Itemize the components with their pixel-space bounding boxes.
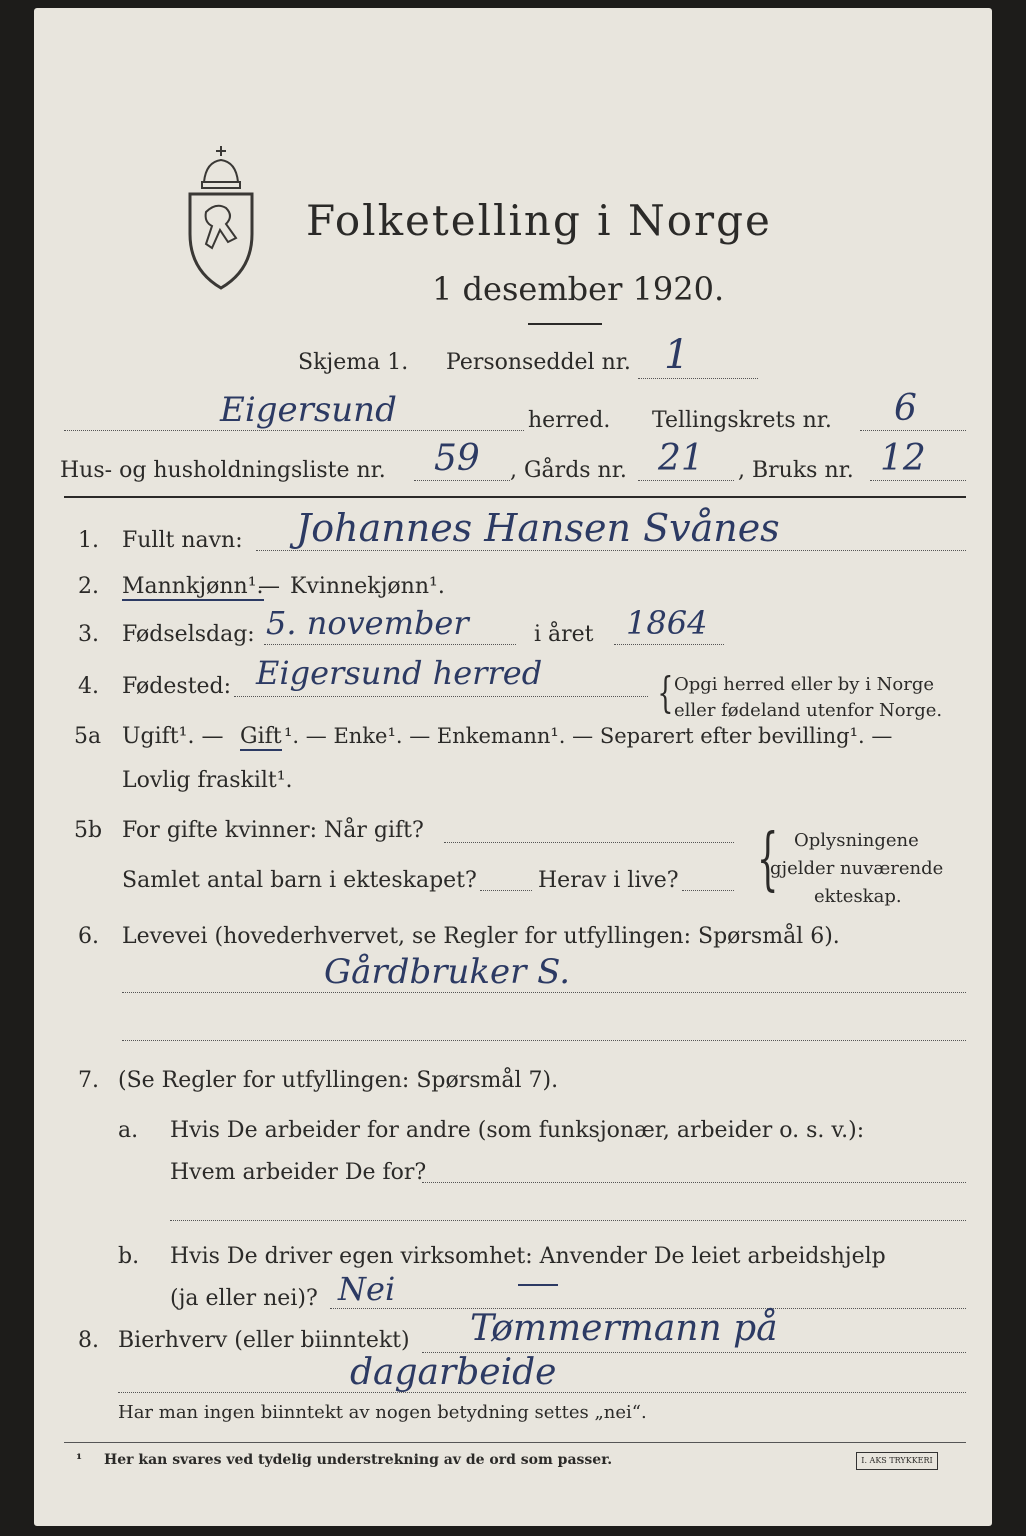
- gards-label: , Gårds nr.: [510, 458, 627, 483]
- footnote-text: Her kan svares ved tydelig understrekning av de ord som passer.: [104, 1452, 613, 1468]
- marital-options-rest[interactable]: ¹. — Enke¹. — Enkemann¹. — Separert efter bevilling¹. —: [284, 724, 893, 748]
- q3-year-field-line: [614, 644, 724, 645]
- q7a-text: Hvis De arbeider for andre (som funksjonær, arbeider o. s. v.):: [170, 1118, 865, 1143]
- occupation-value[interactable]: Gårdbruker S.: [324, 952, 571, 992]
- q5b-children-label: Samlet antal barn i ekteskapet?: [122, 868, 477, 893]
- schema-label: Skjema 1.: [298, 350, 409, 375]
- bruks-label: , Bruks nr.: [738, 458, 854, 483]
- census-form-page: [34, 8, 992, 1526]
- gards-value[interactable]: 21: [658, 438, 704, 479]
- herred-label: herred.: [528, 408, 611, 433]
- footnote-mark: ¹: [76, 1452, 83, 1468]
- tellingskrets-field-line: [860, 430, 966, 431]
- tellingskrets-value[interactable]: 6: [894, 388, 917, 429]
- husholdningsliste-value[interactable]: 59: [434, 438, 480, 479]
- husholdningsliste-field-line: [414, 480, 510, 481]
- q7a-field-line: [422, 1182, 966, 1183]
- q5b-number: 5b: [74, 818, 103, 843]
- bruks-value[interactable]: 12: [880, 438, 926, 479]
- q8-number: 8.: [78, 1328, 99, 1353]
- q8-note: Har man ingen biinntekt av nogen betydning settes „nei“.: [118, 1402, 647, 1423]
- divorced-option[interactable]: Lovlig fraskilt¹.: [122, 768, 293, 793]
- q7a-question: Hvem arbeider De for?: [170, 1160, 427, 1185]
- birthplace-value[interactable]: Eigersund herred: [256, 654, 543, 692]
- q1-number: 1.: [78, 528, 99, 553]
- q5b-note3: ekteskap.: [814, 886, 902, 907]
- personseddel-field-line: [638, 378, 758, 379]
- footnote-divider: [64, 1442, 966, 1443]
- q4-label: Fødested:: [122, 674, 232, 699]
- q2-separator: —: [258, 574, 280, 599]
- q5b-note1: Oplysningene: [794, 830, 919, 851]
- q7a-letter: a.: [118, 1118, 139, 1143]
- q7-number: 7.: [78, 1068, 99, 1093]
- form-date: 1 desember 1920.: [432, 270, 725, 308]
- q6-field-line-2: [122, 1040, 966, 1041]
- husholdningsliste-label: Hus- og husholdningsliste nr.: [60, 458, 386, 483]
- birthday-value[interactable]: 5. november: [266, 604, 469, 642]
- unmarried-option[interactable]: Ugift¹. —: [122, 724, 224, 749]
- male-option[interactable]: Mannkjønn¹.: [122, 574, 264, 599]
- printer-stamp: I. AKS TRYKKERI: [856, 1452, 938, 1470]
- tellingskrets-label: Tellingskrets nr.: [652, 408, 832, 433]
- q7b-text: Hvis De driver egen virksomhet: Anvender De leiet arbeidshjelp: [170, 1244, 886, 1269]
- form-title: Folketelling i Norge: [306, 196, 772, 245]
- q7-label: (Se Regler for utfyllingen: Spørsmål 7).: [118, 1068, 559, 1093]
- q7b-question: (ja eller nei)?: [170, 1286, 318, 1311]
- hired-help-value[interactable]: Nei: [338, 1270, 396, 1308]
- q5b-brace: {: [756, 820, 779, 899]
- q7b-letter: b.: [118, 1244, 140, 1269]
- q5b-alive-line: [682, 890, 734, 891]
- married-option[interactable]: Gift: [240, 724, 282, 749]
- header-divider: [64, 496, 966, 498]
- q4-field-line: [234, 696, 648, 697]
- q3-field-line: [264, 644, 516, 645]
- q6-label: Levevei (hovederhvervet, se Regler for utfyllingen: Spørsmål 6).: [122, 924, 840, 949]
- title-divider: [528, 323, 602, 325]
- hired-help-mark: [518, 1284, 558, 1296]
- q6-number: 6.: [78, 924, 99, 949]
- q1-field-line: [256, 550, 966, 551]
- q3-number: 3.: [78, 622, 99, 647]
- q5b-children-line: [480, 890, 532, 891]
- gards-field-line: [638, 480, 734, 481]
- birth-year-value[interactable]: 1864: [626, 604, 708, 642]
- q5b-note2: gjelder nuværende: [770, 858, 944, 879]
- bruks-field-line: [870, 480, 966, 481]
- full-name-value[interactable]: Johannes Hansen Svånes: [296, 506, 780, 550]
- q4-number: 4.: [78, 674, 99, 699]
- personseddel-value[interactable]: 1: [664, 332, 690, 378]
- q5b-alive-label: Herav i live?: [538, 868, 679, 893]
- female-option[interactable]: Kvinnekjønn¹.: [290, 574, 445, 599]
- q4-brace: {: [657, 668, 674, 717]
- q1-label: Fullt navn:: [122, 528, 243, 553]
- side-income-value-line1[interactable]: Tømmermann på: [470, 1308, 778, 1349]
- side-income-value-line2[interactable]: dagarbeide: [350, 1352, 557, 1393]
- q3-year-label: i året: [534, 622, 594, 647]
- herred-field-line: [64, 430, 524, 431]
- q3-label: Fødselsdag:: [122, 622, 255, 647]
- personseddel-label: Personseddel nr.: [446, 350, 631, 375]
- q5b-married-when-label: For gifte kvinner: Når gift?: [122, 818, 424, 843]
- q5b-married-when-line: [444, 842, 734, 843]
- q5a-number: 5a: [74, 724, 102, 749]
- q6-field-line-1: [122, 992, 966, 993]
- q7a-field-line-2: [170, 1220, 966, 1221]
- q4-note-line1: Opgi herred eller by i Norge: [674, 674, 935, 695]
- q2-number: 2.: [78, 574, 99, 599]
- q4-note-line2: eller fødeland utenfor Norge.: [674, 700, 943, 721]
- coat-of-arms-icon: [176, 142, 266, 292]
- herred-value[interactable]: Eigersund: [220, 390, 397, 430]
- q8-label: Bierhverv (eller biinntekt): [118, 1328, 410, 1353]
